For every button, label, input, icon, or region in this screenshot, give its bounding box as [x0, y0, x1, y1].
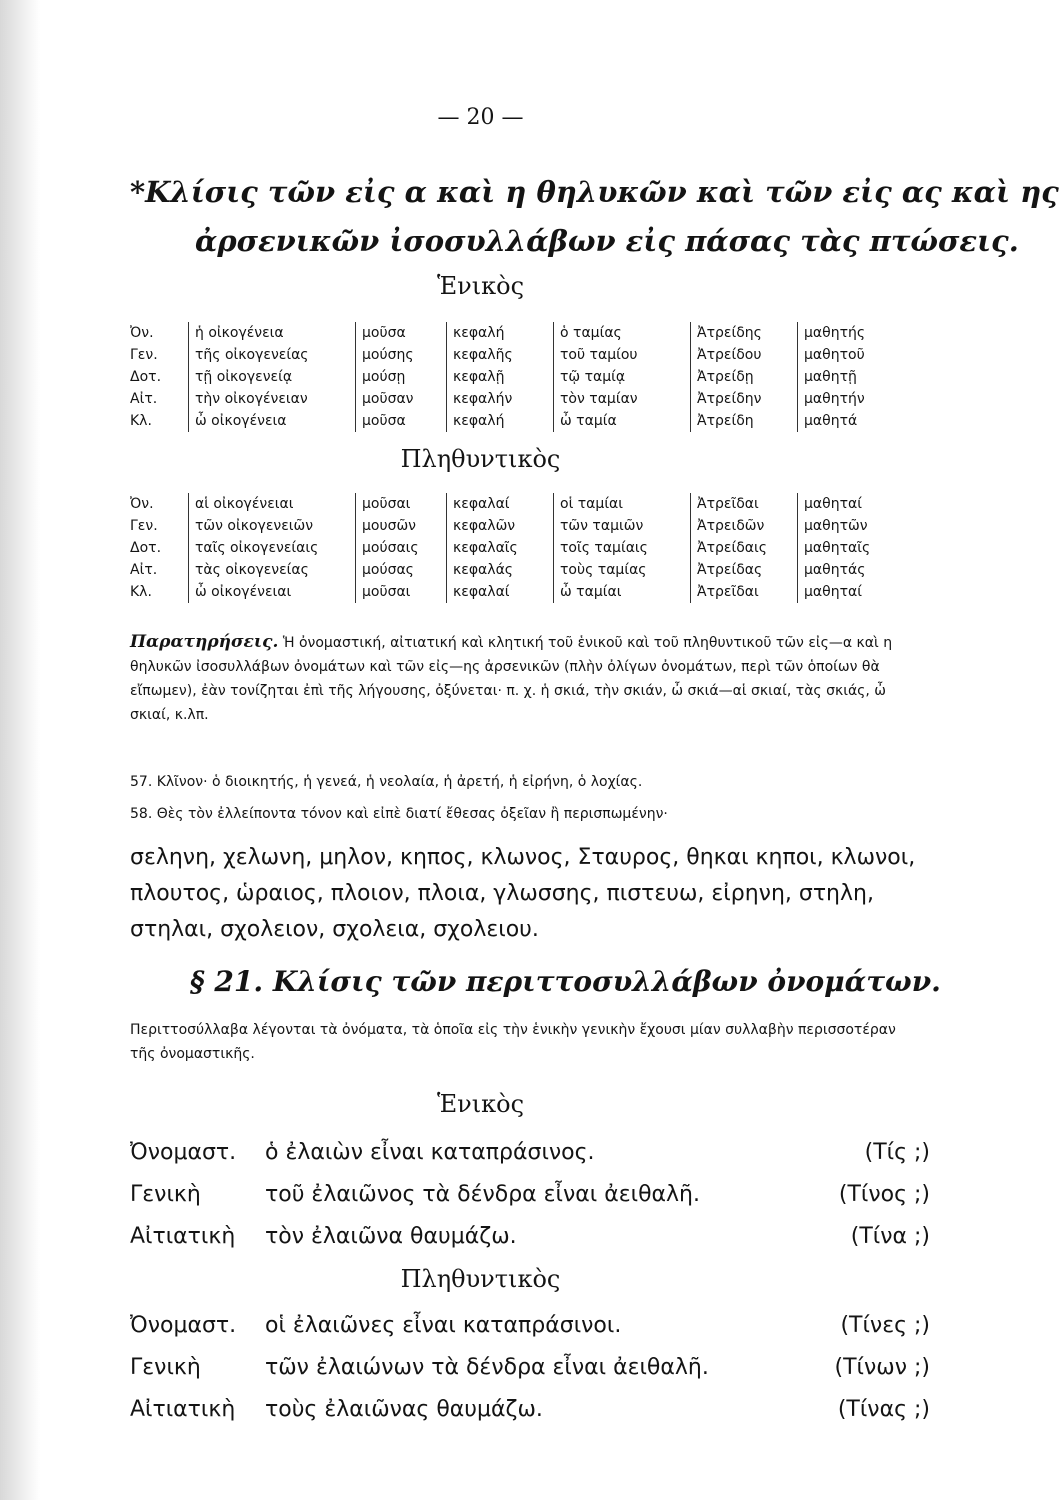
- declension-row: [130, 515, 920, 537]
- declension-cell: Ἀτρεῖδαι: [690, 581, 797, 603]
- section-intro: Περιττοσύλλαβα λέγονται τὰ ὀνόματα, τὰ ὁποῖα εἰς τὴν ἑνικὴν γενικὴν ἔχουσι μίαν συλλαβὴν περισσοτέραν τῆς ὀνομαστικῆς.: [130, 1022, 896, 1062]
- case-question: (Τίνες ;): [840, 1313, 930, 1338]
- declension-cell: μαθηταῖς: [797, 537, 904, 559]
- declension-cell: μαθητά: [797, 410, 904, 432]
- example-line: [130, 1313, 930, 1349]
- declension-cell: μούσης: [355, 344, 446, 366]
- case-abbrev: Δοτ.: [130, 369, 162, 385]
- declension-cell: μαθητάς: [797, 559, 904, 581]
- declension-row: [130, 410, 920, 432]
- declension-cell: Ἀτρείδῃ: [690, 366, 797, 388]
- case-label: Γενικὴ: [130, 1182, 201, 1207]
- declension-cell: μουσῶν: [355, 515, 446, 537]
- declension-cell: μαθητήν: [797, 388, 904, 410]
- case-abbrev: Κλ.: [130, 413, 152, 429]
- declension-cell: τῇ οἰκογενείᾳ: [188, 366, 355, 388]
- declension-cell: οἱ ταμίαι: [553, 493, 690, 515]
- declension-cell: ἡ οἰκογένεια: [188, 322, 355, 344]
- declension-cell: μούσῃ: [355, 366, 446, 388]
- title-line-2: ἀρσενικῶν ἰσοσυλλάβων εἰς πάσας τὰς πτώσεις.: [195, 224, 1019, 258]
- singular-label: Ἑνικὸς: [436, 272, 525, 300]
- declension-cell: μούσαις: [355, 537, 446, 559]
- notes-paragraph: [130, 630, 910, 727]
- declension-cell: κεφαλή: [446, 322, 553, 344]
- declension-cell: μαθητής: [797, 322, 904, 344]
- declension-cell: μαθηταί: [797, 493, 904, 515]
- case-abbrev: Δοτ.: [130, 540, 162, 556]
- declension-cell: ὦ οἰκογένειαι: [188, 581, 355, 603]
- title-line-1: *Κλίσις τῶν εἰς α καὶ η θηλυκῶν καὶ τῶν εἰς ας καὶ ης: [130, 175, 1059, 209]
- case-abbrev: Ὀν.: [130, 325, 154, 341]
- declension-cell: ὦ ταμίαι: [553, 581, 690, 603]
- declension-cell: κεφαλαί: [446, 493, 553, 515]
- declension-cell: μαθητοῦ: [797, 344, 904, 366]
- case-question: (Τίνα ;): [850, 1224, 930, 1249]
- page-number: — 20 —: [437, 105, 524, 130]
- case-abbrev: Ὀν.: [130, 496, 154, 512]
- case-label: Αἰτιατικὴ: [130, 1397, 236, 1422]
- declension-cell: μοῦσαι: [355, 493, 446, 515]
- declension-cell: τῆς οἰκογενείας: [188, 344, 355, 366]
- declension-row: [130, 366, 920, 388]
- declension-cell: Ἀτρεῖδαι: [690, 493, 797, 515]
- plural-label-2: Πληθυντικὸς: [400, 1265, 561, 1293]
- plural-label: Πληθυντικὸς: [400, 445, 561, 473]
- declension-cell: κεφαλῆς: [446, 344, 553, 366]
- declension-cell: τῶν οἰκογενειῶν: [188, 515, 355, 537]
- case-label: Ὀνομαστ.: [130, 1313, 237, 1338]
- notes-text: Ἡ ὀνομαστική, αἰτιατική καὶ κλητική τοῦ ἑνικοῦ καὶ τοῦ πληθυντικοῦ τῶν εἰς—α καὶ η θηλυκῶν ἰσοσυλλάβων ὀνομάτων καὶ τῶν εἰς—ης ἀρσενικῶν (πλὴν ὀλίγων ὀνομάτων, περὶ τῶν ὁποίων θὰ εἴπωμεν), ἐὰν τονίζηται ἐπὶ τῆς λήγουσης, ὀξύνεται· π. χ. ἡ σκιά, τὴν σκιάν, ὦ σκιά—αἱ σκιαί, τὰς σκιάς, ὦ σκιαί, κ.λπ.: [130, 635, 893, 723]
- declension-cell: τοὺς ταμίας: [553, 559, 690, 581]
- example-sentence: τοῦ ἐλαιῶνος τὰ δένδρα εἶναι ἀειθαλῆ.: [265, 1182, 700, 1207]
- case-label: Αἰτιατικὴ: [130, 1224, 236, 1249]
- declension-cell: τὴν οἰκογένειαν: [188, 388, 355, 410]
- case-abbrev: Κλ.: [130, 584, 152, 600]
- declension-row: [130, 559, 920, 581]
- declension-cell: Ἀτρείδας: [690, 559, 797, 581]
- exercise-58: 58. Θὲς τὸν ἐλλείποντα τόνον καὶ εἰπὲ διατί ἔθεσας ὀξεῖαν ἢ περισπωμένην·: [130, 806, 668, 822]
- example-line: [130, 1355, 930, 1391]
- declension-cell: κεφαλήν: [446, 388, 553, 410]
- declension-cell: Ἀτρείδην: [690, 388, 797, 410]
- notes-heading: Παρατηρήσεις.: [130, 632, 279, 652]
- declension-cell: μούσας: [355, 559, 446, 581]
- declension-row: [130, 344, 920, 366]
- declension-cell: μοῦσαν: [355, 388, 446, 410]
- example-sentence: ὁ ἐλαιὼν εἶναι καταπράσινος.: [265, 1140, 595, 1165]
- example-line: [130, 1140, 930, 1176]
- case-label: Γενικὴ: [130, 1355, 201, 1380]
- declension-cell: ὁ ταμίας: [553, 322, 690, 344]
- declension-cell: Ἀτρείδης: [690, 322, 797, 344]
- declension-cell: τῷ ταμίᾳ: [553, 366, 690, 388]
- declension-cell: ὦ ταμία: [553, 410, 690, 432]
- example-sentence: τοὺς ἐλαιῶνας θαυμάζω.: [265, 1397, 543, 1422]
- case-question: (Τίνων ;): [834, 1355, 930, 1380]
- declension-cell: αἱ οἰκογένειαι: [188, 493, 355, 515]
- plural-declension-table: [130, 493, 920, 603]
- declension-cell: τὰς οἰκογενείας: [188, 559, 355, 581]
- example-sentence: τῶν ἐλαιώνων τὰ δένδρα εἶναι ἀειθαλῆ.: [265, 1355, 709, 1380]
- declension-cell: μοῦσα: [355, 410, 446, 432]
- case-question: (Τίνας ;): [837, 1397, 930, 1422]
- case-abbrev: Γεν.: [130, 518, 158, 534]
- declension-cell: μοῦσα: [355, 322, 446, 344]
- declension-cell: τῶν ταμιῶν: [553, 515, 690, 537]
- declension-cell: τὸν ταμίαν: [553, 388, 690, 410]
- declension-cell: Ἀτρείδη: [690, 410, 797, 432]
- case-abbrev: Αἰτ.: [130, 391, 158, 407]
- singular-label-2: Ἑνικὸς: [436, 1090, 525, 1118]
- declension-row: [130, 388, 920, 410]
- case-question: (Τίς ;): [864, 1140, 930, 1165]
- declension-cell: κεφαλαῖς: [446, 537, 553, 559]
- declension-row: [130, 581, 920, 603]
- declension-cell: τοῖς ταμίαις: [553, 537, 690, 559]
- declension-cell: Ἀτρείδαις: [690, 537, 797, 559]
- declension-cell: κεφαλάς: [446, 559, 553, 581]
- example-sentence: οἱ ἐλαιῶνες εἶναι καταπράσινοι.: [265, 1313, 622, 1338]
- declension-cell: μαθητῶν: [797, 515, 904, 537]
- example-line: [130, 1224, 930, 1260]
- declension-cell: Ἀτρειδῶν: [690, 515, 797, 537]
- declension-cell: ὦ οἰκογένεια: [188, 410, 355, 432]
- declension-cell: κεφαλή: [446, 410, 553, 432]
- declension-cell: κεφαλαί: [446, 581, 553, 603]
- example-sentence: τὸν ἐλαιῶνα θαυμάζω.: [265, 1224, 517, 1249]
- declension-row: [130, 322, 920, 344]
- case-abbrev: Γεν.: [130, 347, 158, 363]
- exercise-58-words: σεληνη, χελωνη, μηλον, κηπος, κλωνος, Σταυρος, θηκαι κηποι, κλωνοι, πλουτος, ὡραιος, πλοιον, πλοια, γλωσσης, πιστευω, εἰρηνη, στηλη, στηλαι, σχολειον, σχολεια, σχολειου.: [130, 845, 916, 942]
- declension-cell: Ἀτρείδου: [690, 344, 797, 366]
- declension-cell: μαθητῇ: [797, 366, 904, 388]
- declension-cell: ταῖς οἰκογενείαις: [188, 537, 355, 559]
- declension-cell: τοῦ ταμίου: [553, 344, 690, 366]
- declension-cell: κεφαλῇ: [446, 366, 553, 388]
- case-label: Ὀνομαστ.: [130, 1140, 237, 1165]
- section-title: § 21. Κλίσις τῶν περιττοσυλλάβων ὀνομάτων.: [190, 965, 941, 998]
- exercise-57: 57. Κλῖνον· ὁ διοικητής, ἡ γενεά, ἡ νεολαία, ἡ ἀρετή, ἡ εἰρήνη, ὁ λοχίας.: [130, 774, 643, 790]
- case-abbrev: Αἰτ.: [130, 562, 158, 578]
- declension-cell: μοῦσαι: [355, 581, 446, 603]
- declension-row: [130, 493, 920, 515]
- singular-declension-table: [130, 322, 920, 432]
- example-line: [130, 1397, 930, 1433]
- example-line: [130, 1182, 930, 1218]
- case-question: (Τίνος ;): [838, 1182, 930, 1207]
- declension-cell: μαθηταί: [797, 581, 904, 603]
- declension-cell: κεφαλῶν: [446, 515, 553, 537]
- declension-row: [130, 537, 920, 559]
